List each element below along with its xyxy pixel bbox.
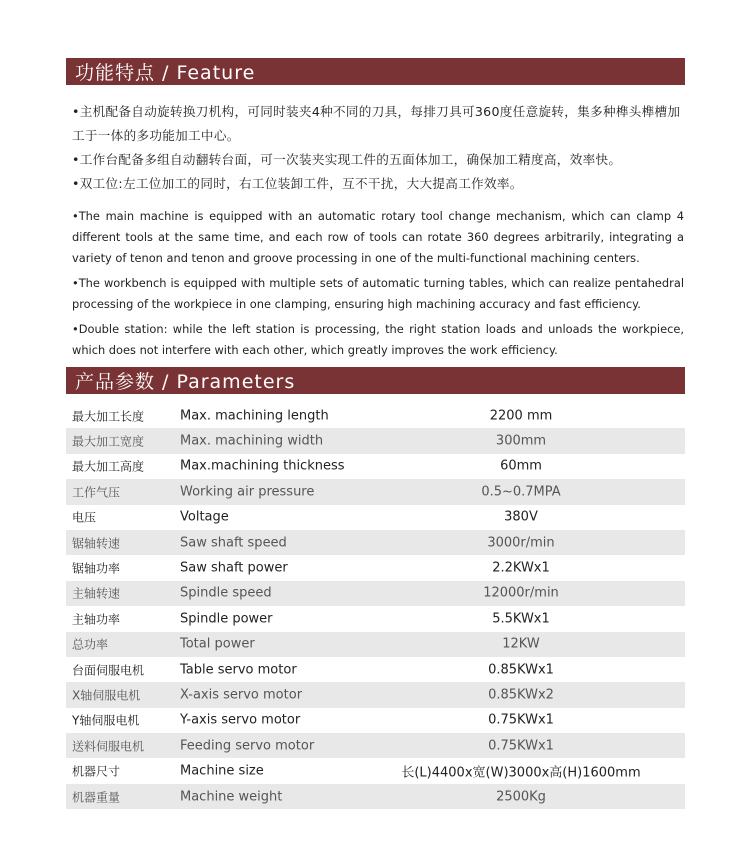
- table-row: [66, 454, 685, 479]
- table-row: [66, 505, 685, 530]
- param-value: 300mm: [495, 433, 547, 449]
- table-row: [66, 708, 685, 733]
- table-row: [66, 530, 685, 555]
- parameters-table: [66, 403, 685, 809]
- param-value: 0.85KWx1: [488, 662, 554, 678]
- param-name-zh: X轴伺服电机: [72, 688, 141, 703]
- feature-section-header: [66, 58, 685, 85]
- param-name-en: Table servo motor: [180, 662, 297, 678]
- param-name-en: Saw shaft power: [180, 560, 288, 576]
- param-name-en: Max.machining thickness: [180, 458, 345, 474]
- param-name-en: Y-axis servo motor: [180, 712, 301, 728]
- table-row: [66, 428, 685, 453]
- param-value: 12000r/min: [483, 585, 559, 601]
- table-row: [66, 479, 685, 504]
- param-name-zh: 机器尺寸: [72, 764, 121, 779]
- param-name-en: Machine size: [180, 763, 264, 779]
- param-value: 380V: [504, 509, 538, 525]
- param-value: 5.5KWx1: [492, 611, 550, 627]
- parameters-title: 产品参数 / Parameters: [75, 371, 296, 393]
- feature-zh-item: •工作台配备多组自动翻转台面，可一次装夹实现工件的五面体加工，确保加工精度高，效率快。: [72, 152, 622, 167]
- param-name-en: Spindle speed: [180, 585, 272, 601]
- feature-en-item: •The workbench is equipped with multiple sets of automatic turning tables, which can realize pentahedral processing of the workpiece in one clamping, ensuring high machining accuracy and fast efficiency.: [72, 276, 684, 311]
- param-name-en: Total power: [180, 636, 255, 652]
- param-name-zh: 工作气压: [72, 485, 121, 500]
- feature-title: 功能特点 / Feature: [75, 62, 256, 84]
- param-value: 0.85KWx2: [488, 687, 554, 703]
- feature-en-description: [72, 206, 684, 365]
- param-name-zh: 送料伺服电机: [72, 739, 145, 754]
- feature-en-item: •The main machine is equipped with an automatic rotary tool change mechanism, which can clamp 4 different tools at the same time, and each row of tools can rotate 360 degrees arbitrarily, integrating a variety of tenon and tenon and groove processing in one of the multi-functional machining centers.: [72, 209, 684, 265]
- param-name-zh: 最大加工宽度: [72, 434, 145, 449]
- param-name-zh: 最大加工高度: [72, 459, 145, 474]
- param-name-en: Feeding servo motor: [180, 738, 315, 754]
- param-value: 12KW: [502, 636, 540, 652]
- param-name-en: Saw shaft speed: [180, 535, 287, 551]
- param-value: 0.5~0.7MPA: [481, 484, 561, 500]
- table-row: [66, 758, 685, 783]
- table-row: [66, 606, 685, 631]
- param-name-zh: 主轴转速: [72, 586, 121, 601]
- param-value: 0.75KWx1: [488, 712, 554, 728]
- table-row: [66, 682, 685, 707]
- param-name-zh: 总功率: [72, 637, 109, 652]
- param-name-zh: 机器重量: [72, 790, 121, 805]
- param-value: 2500Kg: [496, 789, 546, 805]
- param-name-en: Machine weight: [180, 789, 283, 805]
- feature-en-item: •Double station: while the left station is processing, the right station loads and unloads the workpiece, which does not interfere with each other, which greatly improves the work efficiency.: [72, 322, 684, 357]
- param-value: 2.2KWx1: [492, 560, 550, 576]
- param-name-zh: 电压: [72, 510, 97, 525]
- feature-zh-item: •主机配备自动旋转换刀机构，可同时装夹4种不同的刀具，每排刀具可360度任意旋转，集多种榫头榫槽加工于一体的多功能加工中心。: [72, 104, 681, 143]
- param-name-zh: 锯轴转速: [72, 536, 121, 551]
- param-name-en: Voltage: [180, 509, 229, 525]
- parameters-section-header: [66, 367, 685, 394]
- param-value: 60mm: [500, 458, 542, 474]
- feature-zh-description: [72, 100, 686, 196]
- param-value: 长(L)4400x宽(W)3000x高(H)1600mm: [401, 765, 641, 781]
- table-row: [66, 555, 685, 580]
- param-name-zh: Y轴伺服电机: [72, 713, 140, 728]
- param-name-zh: 台面伺服电机: [72, 663, 145, 678]
- param-name-en: X-axis servo motor: [180, 687, 303, 703]
- param-name-en: Max. machining width: [180, 433, 324, 449]
- param-name-en: Max. machining length: [180, 408, 329, 424]
- param-name-zh: 主轴功率: [72, 612, 121, 627]
- param-value: 2200 mm: [489, 408, 553, 424]
- feature-zh-item: •双工位:左工位加工的同时，右工位装卸工件，互不干扰，大大提高工作效率。: [72, 176, 523, 191]
- table-row: [66, 632, 685, 657]
- param-value: 3000r/min: [487, 535, 555, 551]
- table-row: [66, 657, 685, 682]
- param-name-zh: 最大加工长度: [72, 409, 145, 424]
- table-row: [66, 581, 685, 606]
- table-row: [66, 403, 685, 428]
- table-row: [66, 733, 685, 758]
- param-name-en: Spindle power: [180, 611, 273, 627]
- table-row: [66, 784, 685, 809]
- param-value: 0.75KWx1: [488, 738, 554, 754]
- param-name-en: Working air pressure: [180, 484, 315, 500]
- param-name-zh: 锯轴功率: [72, 561, 121, 576]
